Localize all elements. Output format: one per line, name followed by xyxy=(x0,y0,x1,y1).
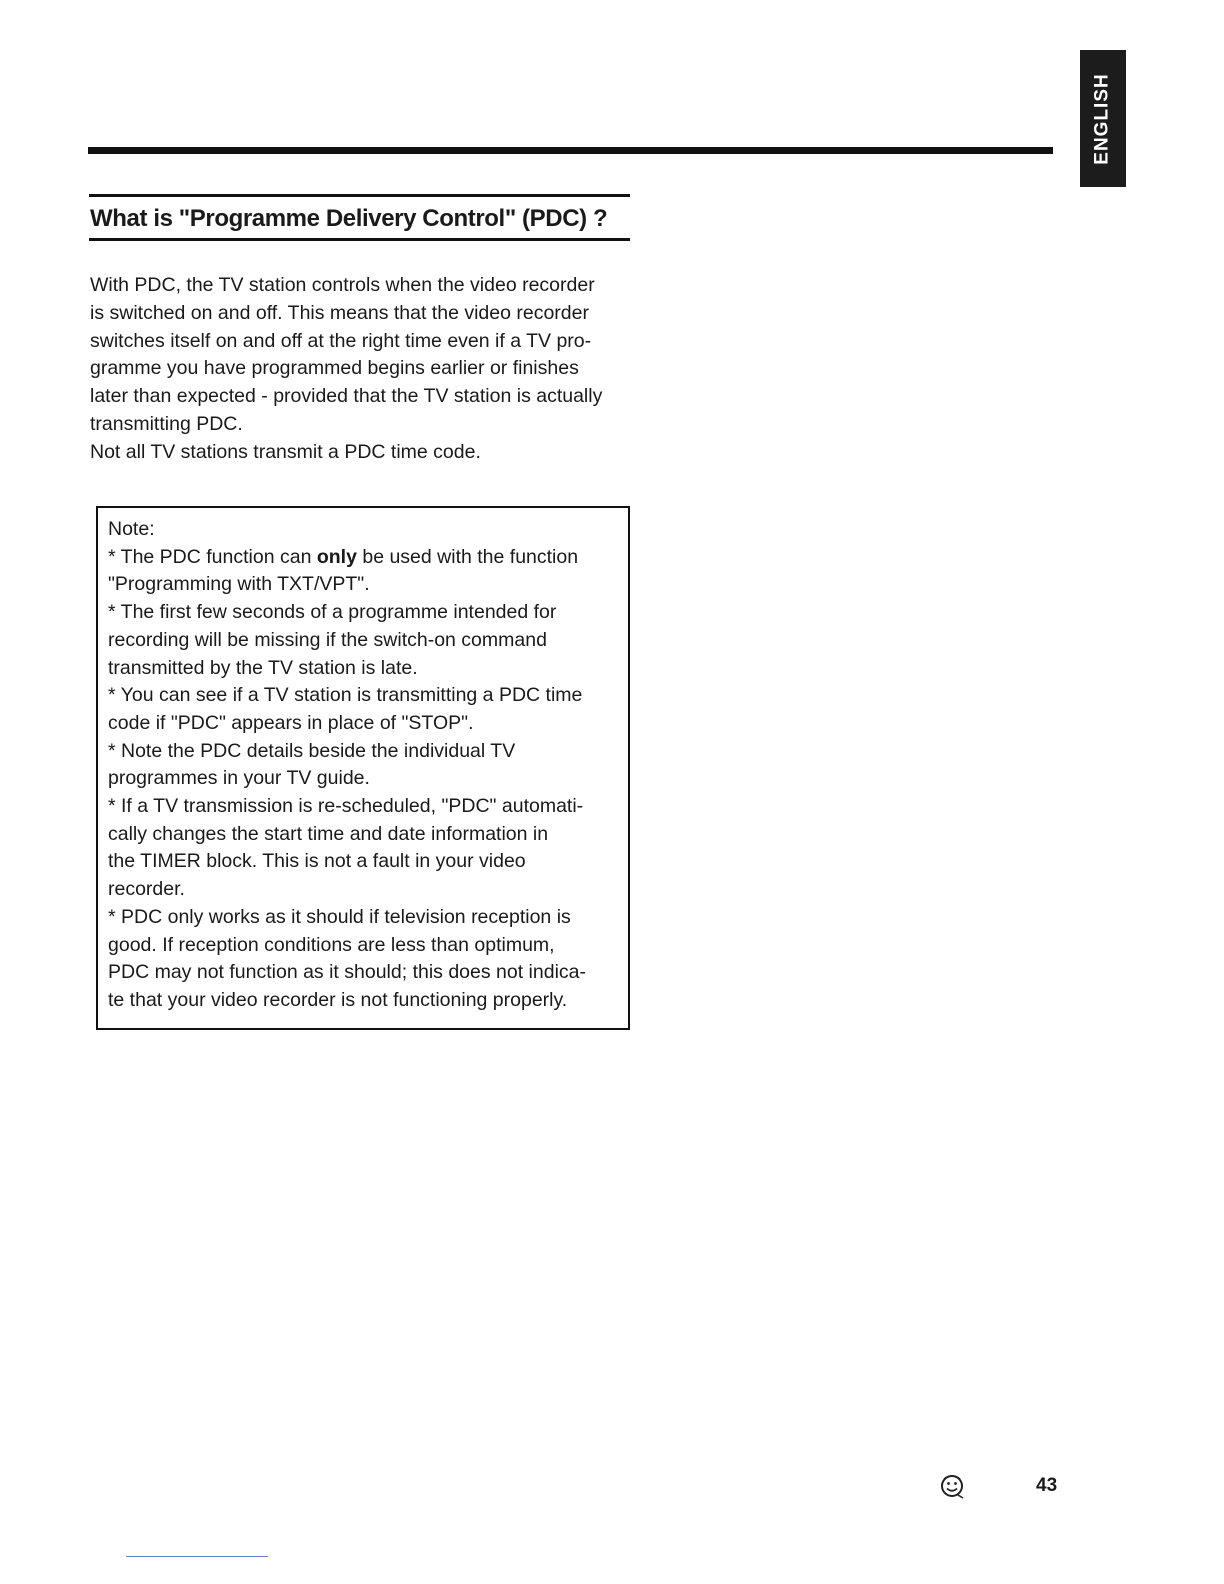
intro-line: switches itself on and off at the right time even if a TV pro- xyxy=(90,329,592,352)
note-line: "Programming with TXT/VPT". xyxy=(108,573,370,596)
note-line: * The first few seconds of a programme intended for xyxy=(108,601,557,624)
intro-line: later than expected - provided that the TV station is actually xyxy=(90,385,603,408)
note-line: te that your video recorder is not functioning properly. xyxy=(108,988,568,1011)
note-line: * Note the PDC details beside the individual TV xyxy=(108,739,516,762)
note-line: PDC may not function as it should; this does not indica- xyxy=(108,961,586,984)
section-heading: What is "Programme Delivery Control" (PDC) ? xyxy=(89,194,630,241)
note-line: recorder. xyxy=(108,878,185,901)
note-line: code if "PDC" appears in place of "STOP". xyxy=(108,711,474,734)
note-line: programmes in your TV guide. xyxy=(108,767,370,790)
intro-line: Not all TV stations transmit a PDC time code. xyxy=(90,440,481,463)
note-line xyxy=(108,544,618,572)
note-box xyxy=(96,506,630,1030)
smiley-face-icon xyxy=(938,1472,966,1500)
language-tab-label: ENGLISH xyxy=(1092,72,1114,165)
intro-line: is switched on and off. This means that the video recorder xyxy=(90,301,589,324)
note-title: Note: xyxy=(108,518,155,540)
footer-rule xyxy=(126,1556,268,1557)
intro-paragraph xyxy=(90,272,638,467)
intro-line: transmitting PDC. xyxy=(90,412,243,435)
page-number: 43 xyxy=(1036,1475,1058,1496)
note-line: * If a TV transmission is re-scheduled, "PDC" automati- xyxy=(108,795,584,818)
note-line: recording will be missing if the switch-on command xyxy=(108,628,547,651)
note-text: be used with the function xyxy=(356,545,579,568)
top-rule xyxy=(88,147,1053,154)
note-line: * You can see if a TV station is transmitting a PDC time xyxy=(108,684,583,707)
intro-line: With PDC, the TV station controls when the video recorder xyxy=(90,274,595,296)
note-line: transmitted by the TV station is late. xyxy=(108,656,418,679)
language-tab xyxy=(1080,50,1126,187)
note-line: the TIMER block. This is not a fault in your video xyxy=(108,850,526,873)
intro-line: gramme you have programmed begins earlier or finishes xyxy=(90,357,579,380)
note-line: * PDC only works as it should if television reception is xyxy=(108,905,571,928)
note-emphasis: only xyxy=(316,545,357,568)
note-line: good. If reception conditions are less than optimum, xyxy=(108,933,555,956)
note-line: cally changes the start time and date information in xyxy=(108,822,549,845)
note-text: * The PDC function can xyxy=(108,545,317,568)
